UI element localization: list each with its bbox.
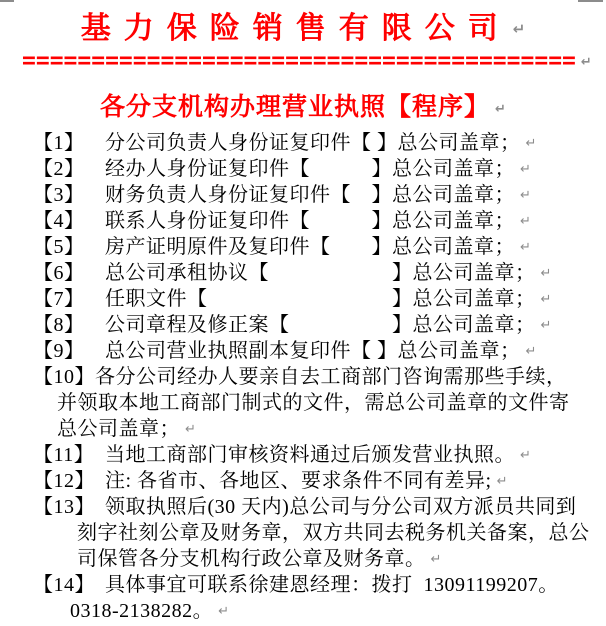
list-item-13-line-3 [77, 546, 441, 572]
paragraph-mark-icon: ↵ [540, 292, 552, 307]
item-text: 公司章程及修正案【 】总公司盖章； [105, 314, 536, 336]
list-item-10-line-2 [57, 390, 570, 416]
list-item-2 [33, 156, 531, 182]
paragraph-mark-icon: ↵ [512, 20, 526, 38]
item-text: 具体事宜可联系徐建恩经理：拨打 13091199207。 [105, 574, 559, 596]
paragraph-mark-icon: ↵ [580, 55, 592, 70]
item-text: 经办人身份证复印件【 】总公司盖章； [105, 158, 515, 180]
paragraph-mark-icon: ↵ [218, 604, 230, 619]
paragraph-mark-icon: ↵ [495, 102, 506, 117]
item-text: 联系人身份证复印件【 】总公司盖章； [105, 210, 515, 232]
paragraph-mark-icon: ↵ [520, 214, 531, 229]
paragraph-mark-icon: ↵ [525, 344, 537, 359]
item-text: 刻字社刻公章及财务章，双方共同去税务机关备案，总公 [77, 522, 590, 544]
item-text: 当地工商部门审核资料通过后颁发营业执照。 [105, 444, 515, 466]
item-text: 注: 各省市、各地区、要求条件不同有差异; [105, 470, 492, 492]
list-item-14-line-2 [70, 598, 229, 624]
list-item-13-line-2 [77, 520, 590, 546]
item-text: 各分公司经办人要亲自去工商部门咨询需那些手续， [95, 366, 567, 388]
paragraph-mark-icon: ↵ [520, 240, 531, 255]
item-text: 0318-2138282。 [70, 600, 214, 622]
list-item-1 [33, 130, 536, 156]
item-number: 【1】 [33, 132, 85, 154]
list-item-13 [33, 494, 576, 520]
company-title [0, 3, 606, 47]
company-title-text: 基力保险销售有限公司 [80, 12, 511, 45]
item-number: 【10】 [33, 366, 95, 388]
paragraph-mark-icon: ↵ [520, 188, 531, 203]
list-item-3 [33, 182, 531, 208]
item-number: 【5】 [33, 236, 85, 258]
item-text: 并领取本地工商部门制式的文件，需总公司盖章的文件寄 [57, 392, 570, 414]
list-item-4 [33, 208, 531, 234]
item-text: 总公司营业执照副本复印件【 】总公司盖章； [105, 340, 521, 362]
paragraph-mark-icon: ↵ [430, 552, 442, 567]
paragraph-mark-icon: ↵ [496, 474, 508, 489]
paragraph-mark-icon: ↵ [540, 318, 552, 333]
item-text: 司保管各分支机构行政公章及财务章。 [77, 548, 426, 570]
item-number: 【6】 [33, 262, 85, 284]
list-item-8 [33, 312, 551, 338]
list-item-14 [33, 572, 559, 598]
item-text: 总公司承租协议【 】总公司盖章； [105, 262, 536, 284]
paragraph-mark-icon: ↵ [520, 448, 531, 463]
paragraph-mark-icon: ↵ [540, 266, 552, 281]
list-item-9 [33, 338, 536, 364]
red-divider-line [22, 50, 592, 76]
item-number: 【13】 [33, 496, 95, 518]
item-number: 【12】 [33, 470, 95, 492]
item-text: 领取执照后(30 天内)总公司与分公司双方派员共同到 [105, 496, 577, 518]
item-text: 总公司盖章； [57, 418, 180, 440]
list-item-7 [33, 286, 551, 312]
divider-text: ======================================== [22, 48, 576, 74]
item-number: 【8】 [33, 314, 85, 336]
item-number: 【9】 [33, 340, 85, 362]
list-item-10 [33, 364, 567, 390]
item-number: 【7】 [33, 288, 85, 310]
list-item-5 [33, 234, 531, 260]
document-title [0, 87, 606, 123]
item-number: 【2】 [33, 158, 85, 180]
paragraph-mark-icon: ↵ [520, 162, 531, 177]
item-number: 【14】 [33, 574, 95, 596]
paragraph-mark-icon: ↵ [185, 422, 196, 437]
list-item-11 [33, 442, 531, 468]
item-text: 财务负责人身份证复印件【 】总公司盖章； [105, 184, 515, 206]
list-item-12 [33, 468, 508, 494]
list-item-10-line-3 [57, 416, 196, 442]
page-boundary-mark-top-left-icon [0, 0, 14, 2]
item-text: 任职文件【 】总公司盖章； [105, 288, 536, 310]
paragraph-mark-icon: ↵ [525, 136, 537, 151]
item-number: 【3】 [33, 184, 85, 206]
item-text: 分公司负责人身份证复印件【 】总公司盖章； [105, 132, 521, 154]
item-number: 【11】 [33, 444, 95, 466]
item-text: 房产证明原件及复印件【 】总公司盖章； [105, 236, 515, 258]
document-title-text: 各分支机构办理营业执照【程序】 [100, 94, 491, 121]
item-number: 【4】 [33, 210, 85, 232]
list-item-6 [33, 260, 551, 286]
page-boundary-mark-top-right-icon [578, 0, 603, 2]
